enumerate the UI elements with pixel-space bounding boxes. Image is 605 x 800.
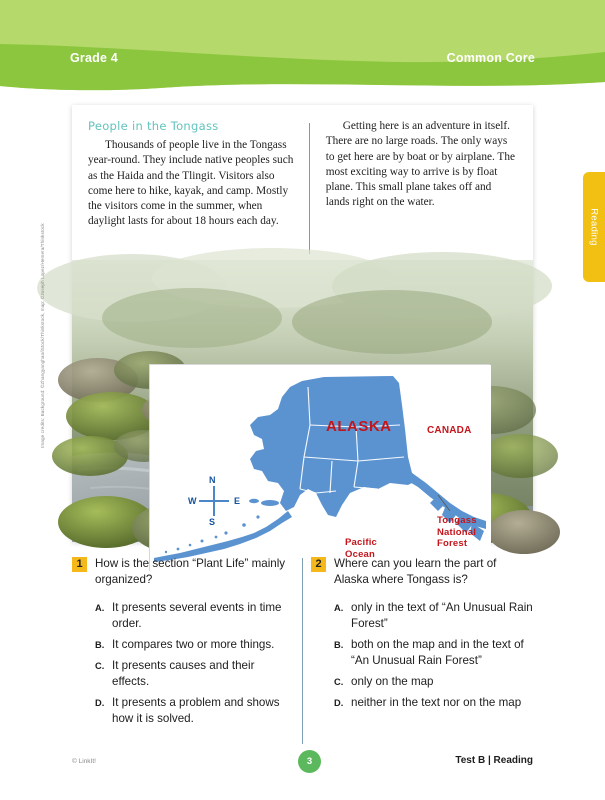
standard-label: Common Core: [446, 51, 535, 65]
choice-2b-text: both on the map and in the text of “An Unusual Rain Forest”: [351, 638, 524, 667]
choice-1d[interactable]: [95, 695, 294, 727]
choice-2a-text: only in the text of “An Unusual Rain Forest”: [351, 601, 533, 630]
map-label-canada: CANADA: [427, 425, 472, 436]
choice-1a-letter: A.: [95, 602, 105, 613]
compass-horizontal-line: [199, 500, 229, 502]
choice-2b-letter: B.: [334, 639, 344, 650]
compass-rose-icon: [188, 475, 240, 527]
passage-column-right: [310, 119, 517, 260]
choice-1c-text: It presents causes and their effects.: [112, 659, 255, 688]
choice-1a[interactable]: [95, 600, 294, 632]
question-1-choices: [72, 600, 294, 727]
map-label-tongass-national-forest: [437, 515, 477, 550]
choice-1d-text: It presents a problem and shows how it is solved.: [112, 696, 280, 725]
choice-1b-letter: B.: [95, 639, 105, 650]
choice-1b[interactable]: [95, 637, 294, 653]
choice-1c[interactable]: [95, 658, 294, 690]
choice-2d-text: neither in the text nor on the map: [351, 696, 522, 709]
question-1-number: 1: [72, 557, 87, 572]
alaska-map: [149, 364, 490, 571]
compass-west-label: W: [188, 496, 197, 506]
choice-2d-letter: D.: [334, 697, 344, 708]
choice-2a-letter: A.: [334, 602, 344, 613]
passage-paragraph-right: Getting here is an adventure in itself. There are no large roads. The only ways to get here are by boat or by airplane. The most exciting way to arrive is by float plane. This small plane takes off and lands right on the water.: [325, 120, 515, 209]
page-header: [0, 0, 605, 100]
question-2-number: 2: [311, 557, 326, 572]
choice-1a-text: It presents several events in time order.: [112, 601, 282, 630]
choice-1d-letter: D.: [95, 697, 105, 708]
passage-paragraph-left: Thousands of people live in the Tongass year-round. They include native peoples such as the Haida and the Tlingit. Visitors also come here to hike, kayak, and camp. Mostly the visitors come in the summer, when daylight lasts for about 18 hours each day.: [88, 139, 294, 228]
passage-card: [72, 105, 533, 560]
compass-north-label: N: [209, 475, 216, 485]
page-number-badge: 3: [298, 750, 321, 773]
choice-2c-letter: C.: [334, 676, 344, 687]
rainforest-photo: [72, 260, 533, 560]
questions-divider: [302, 558, 303, 744]
choice-1c-letter: C.: [95, 660, 105, 671]
choice-2c-text: only on the map: [351, 675, 434, 688]
passage-text-area: [72, 105, 533, 260]
question-1-prompt: How is the section “Plant Life” mainly organized?: [95, 557, 286, 586]
questions-section: [72, 556, 533, 744]
choice-2a[interactable]: [334, 600, 533, 632]
question-2-choices: [311, 600, 533, 711]
footer-test-label: Test B | Reading: [455, 755, 533, 766]
map-label-pacific-line2: Ocean: [345, 548, 376, 560]
map-label-alaska: ALASKA: [326, 418, 392, 435]
map-label-tongass-line1: Tongass: [437, 515, 477, 526]
choice-2c[interactable]: [334, 674, 533, 690]
question-2-header: [311, 556, 533, 588]
map-label-tongass-line3: Forest: [437, 538, 468, 549]
grade-label: Grade 4: [70, 51, 118, 65]
footer-copyright: © LinkIt!: [72, 758, 96, 765]
question-1: [72, 556, 294, 744]
compass-east-label: E: [233, 496, 240, 506]
choice-2d[interactable]: [334, 695, 533, 711]
compass-south-label: S: [209, 517, 216, 527]
image-credits: Image credits: Background: ©Zhangyanghao/iStock/Thinkstock, map: ©Joseph Lopez/Hemera/Thinkstock: [40, 223, 45, 448]
header-banner-shape: [0, 0, 605, 100]
map-label-pacific-line1: Pacific: [345, 537, 378, 548]
section-tab-label: Reading: [588, 208, 600, 246]
choice-2b[interactable]: [334, 637, 533, 669]
question-2: [311, 556, 533, 744]
passage-heading: People in the Tongass: [88, 119, 219, 133]
question-2-prompt: Where can you learn the part of Alaska where Tongass is?: [334, 557, 497, 586]
choice-1b-text: It compares two or more things.: [112, 638, 275, 651]
question-1-header: [72, 556, 294, 588]
passage-column-left: [88, 119, 309, 260]
section-tab-reading[interactable]: [583, 172, 605, 282]
map-label-tongass-line2: National: [437, 526, 477, 538]
